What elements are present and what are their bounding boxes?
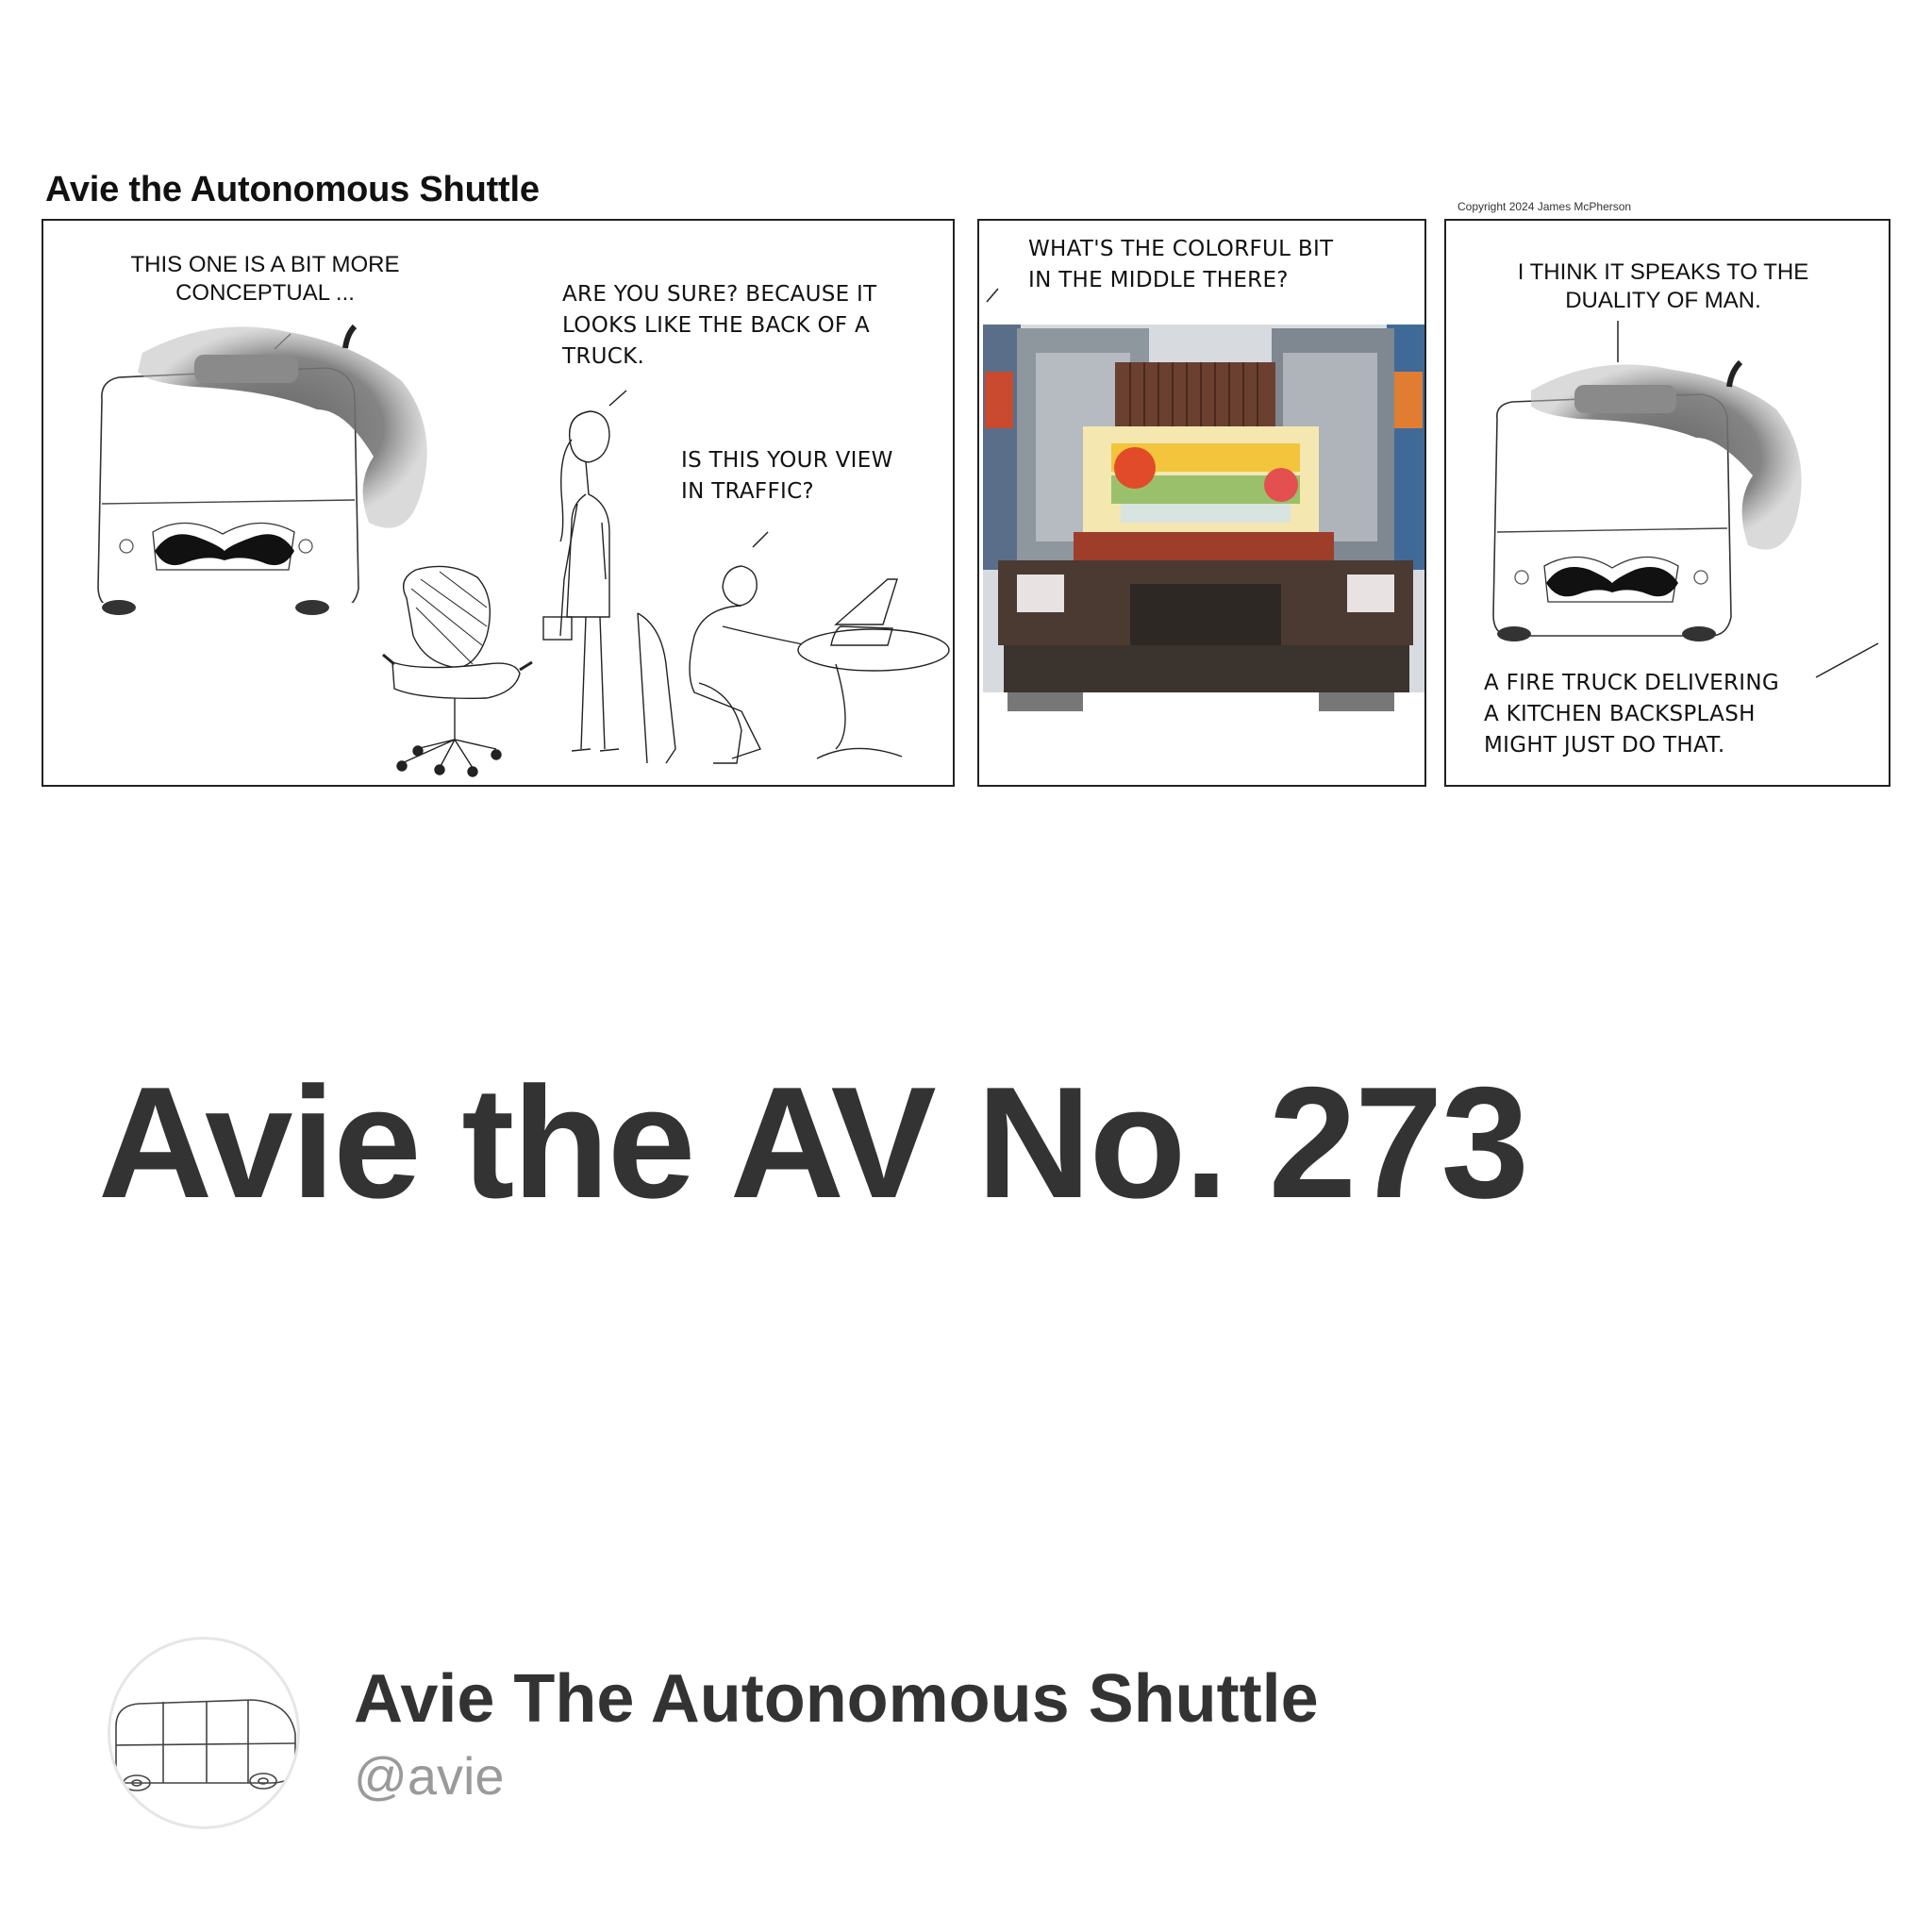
- avie-shuttle: [1493, 362, 1802, 641]
- office-chair: [383, 566, 532, 776]
- man-at-laptop: [638, 566, 949, 763]
- comic-panel-2: [977, 219, 1426, 787]
- author-name[interactable]: Avie The Autonomous Shuttle: [354, 1661, 1319, 1737]
- author-avatar[interactable]: [108, 1637, 300, 1829]
- shuttle-sketch-icon: [110, 1640, 300, 1829]
- comic-title: Avie the Autonomous Shuttle: [45, 170, 540, 209]
- comic-panel-3: [1444, 219, 1890, 787]
- speech-woman: ARE YOU SURE? BECAUSE IT LOOKS LIKE THE BACK OF A TRUCK.: [562, 282, 877, 369]
- truck-back-image: [979, 221, 1426, 787]
- speech-avie-1: THIS ONE IS A BIT MORE CONCEPTUAL ...: [130, 252, 400, 306]
- avie-shuttle: [98, 326, 427, 615]
- speech-response: A FIRE TRUCK DELIVERING A KITCHEN BACKSPLASH MIGHT JUST DO THAT.: [1484, 671, 1779, 758]
- woman-figure: [543, 411, 619, 751]
- comic-panel-1: [42, 219, 955, 787]
- speech-question: WHAT'S THE COLORFUL BIT IN THE MIDDLE THERE?: [1028, 237, 1334, 292]
- speech-avie-3: I THINK IT SPEAKS TO THE DUALITY OF MAN.: [1517, 259, 1809, 313]
- post-headline[interactable]: Avie the AV No. 273: [98, 1054, 1527, 1231]
- speech-man: IS THIS YOUR VIEW IN TRAFFIC?: [681, 448, 893, 504]
- copyright-notice: Copyright 2024 James McPherson: [1457, 200, 1632, 213]
- author-handle[interactable]: @avie: [354, 1746, 505, 1806]
